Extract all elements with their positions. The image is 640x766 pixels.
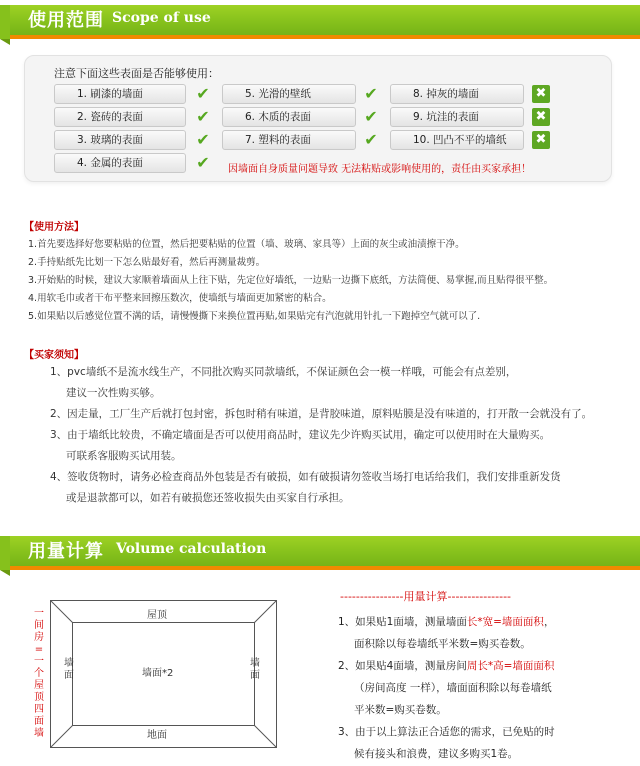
- scope-item: 10. 凹凸不平的墙纸: [390, 130, 524, 150]
- scope-banner: [0, 0, 640, 46]
- check-icon: ✔: [364, 84, 378, 103]
- volume-title-zh: 用量计算: [28, 541, 104, 562]
- diagram-floor: 地面: [147, 730, 167, 741]
- volume-banner: [0, 531, 640, 577]
- cross-icon: ✖: [532, 108, 550, 126]
- room-side-label: 一间房=一个屋顶四面墙: [34, 608, 44, 739]
- diagram-center: 墙面*2: [142, 668, 174, 679]
- usage-line: 1.首先要选择好您要粘贴的位置，然后把要粘贴的位置（墙、玻璃、家具等）上面的灰尘或油渍擦干净。: [28, 239, 465, 250]
- notice-line: 2、因走量，工厂生产后就打包封密，拆包时稍有味道，是背胶味道，原料贴膜是没有味道的，打开散一会就没有了。: [50, 408, 593, 420]
- notice-line: 可联系客服购买试用装。: [66, 450, 182, 462]
- scope-item: 9. 坑洼的表面: [390, 107, 524, 127]
- banner-corner: [0, 570, 10, 576]
- usage-line: 2.手持贴纸先比划一下怎么贴最好看，然后再测量裁剪。: [28, 257, 266, 268]
- check-icon: ✔: [196, 130, 210, 149]
- scope-title-en: Scope of use: [112, 10, 211, 26]
- banner-bar: [10, 536, 640, 570]
- check-icon: ✔: [364, 130, 378, 149]
- notice-line: 建议一次性购买够。: [66, 387, 161, 399]
- calc-line: 面积除以每卷墙纸平米数=购买卷数。: [354, 638, 531, 650]
- scope-item: 1. 刷漆的墙面: [54, 84, 186, 104]
- check-icon: ✔: [196, 84, 210, 103]
- usage-line: 4.用软毛巾或者干布平整来回擦压数次，使墙纸与墙面更加紧密的粘合。: [28, 293, 332, 304]
- scope-item: 5. 光滑的壁纸: [222, 84, 356, 104]
- calc-title: ----------------用量计算----------------: [340, 590, 512, 603]
- calc-line: 3、由于以上算法正合适您的需求，已免贴的时: [338, 726, 555, 738]
- scope-item: 2. 瓷砖的表面: [54, 107, 186, 127]
- usage-heading: 【使用方法】: [24, 222, 84, 233]
- room-corner-line: [51, 601, 73, 623]
- scope-item: 4. 金属的表面: [54, 153, 186, 173]
- calc-line: 2、如果贴4面墙，测量房间周长*高=墙面面积: [338, 660, 555, 672]
- volume-title-en: Volume calculation: [116, 541, 267, 557]
- usage-line: 5.如果贴以后感觉位置不满的话，请慢慢撕下来换位置再贴,如果贴完有汽泡就用针扎一下跑掉空气就可以了.: [28, 311, 481, 322]
- calc-line: 平米数=购买卷数。: [354, 704, 447, 716]
- scope-disclaimer: 因墙面自身质量问题导致 无法粘贴或影响使用的，责任由买家承担！: [228, 164, 532, 175]
- cross-icon: ✖: [532, 85, 550, 103]
- banner-corner: [0, 39, 10, 45]
- notice-heading: 【买家须知】: [24, 350, 84, 361]
- check-icon: ✔: [364, 107, 378, 126]
- calc-line: （房间高度 一样），墙面面积除以每卷墙纸: [354, 682, 552, 694]
- notice-line: 或是退款都可以，如若有破损您还签收损失由买家自行承担。: [66, 492, 350, 504]
- room-corner-line: [51, 726, 73, 748]
- calc-line: 候有接头和浪费，建议多购买1卷。: [354, 748, 519, 760]
- scope-intro: 注意下面这些表面是否能够使用：: [54, 67, 219, 80]
- check-icon: ✔: [196, 153, 210, 172]
- diagram-ceiling: 屋顶: [147, 610, 167, 621]
- diagram-wall-right: 墙面: [250, 658, 260, 681]
- notice-line: 1、pvc墙纸不是流水线生产，不同批次购买同款墙纸，不保证颜色会一模一样哦，可能会有点差别，: [50, 366, 517, 378]
- check-icon: ✔: [196, 107, 210, 126]
- scope-item: 6. 木质的表面: [222, 107, 356, 127]
- room-corner-line: [255, 601, 277, 623]
- scope-item: 7. 塑料的表面: [222, 130, 356, 150]
- diagram-wall-left: 墙面: [64, 658, 74, 681]
- notice-line: 3、由于墙纸比较贵，不确定墙面是否可以使用商品时，建议先少许购买试用，确定可以使用时在大量购买。: [50, 429, 551, 441]
- scope-item: 8. 掉灰的墙面: [390, 84, 524, 104]
- banner-bar: [10, 5, 640, 39]
- cross-icon: ✖: [532, 131, 550, 149]
- usage-line: 3.开始贴的时候，建议大家顺着墙面从上往下贴，先定位好墙纸，一边贴一边撕下底纸，方法简便、易掌握,而且贴得很平整。: [28, 275, 554, 286]
- room-corner-line: [255, 726, 277, 748]
- notice-line: 4、签收货物时，请务必检查商品外包装是否有破损，如有破损请勿签收当场打电话给我们，我们安排重新发货: [50, 471, 561, 483]
- scope-title-zh: 使用范围: [28, 10, 104, 31]
- scope-item: 3. 玻璃的表面: [54, 130, 186, 150]
- calc-line: 1、如果贴1面墙，测量墙面长*宽=墙面面积，: [338, 616, 555, 628]
